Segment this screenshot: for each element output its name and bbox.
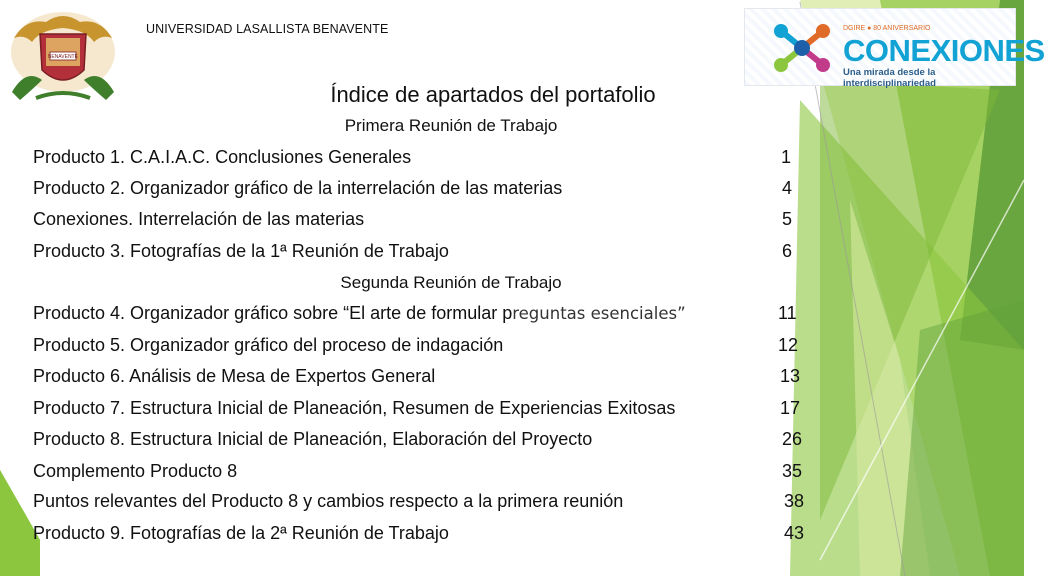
entry-page-number: 17 [780,398,801,418]
logo-tagline: Una mirada desde la interdisciplinariedad [843,67,936,89]
svg-text:BENAVENTE: BENAVENTE [48,54,78,60]
page-title: Índice de apartados del portafolio [330,82,656,107]
entry-page-number: 12 [778,335,799,355]
entry-page-number: 1 [781,147,792,167]
entry-label-suffix: reguntas esenciales” [512,304,686,323]
index-entry: Complemento Producto 8 [33,461,238,481]
university-name: UNIVERSIDAD LASALLISTA BENAVENTE [146,22,389,36]
entry-label-prefix: Producto 4. Organizador gráfico sobre “El arte de formular p [33,303,513,323]
index-entry: Producto 6. Análisis de Mesa de Expertos General [33,366,436,386]
index-entry: Producto 5. Organizador gráfico del proceso de indagación [33,335,504,355]
entry-page-number: 13 [780,366,801,386]
entry-page-number: 26 [782,429,803,449]
entry-page-number: 6 [782,241,793,261]
entry-page-number: 38 [784,491,805,511]
index-entry: Conexiones. Interrelación de las materias [33,209,365,229]
entry-page-number: 4 [782,178,793,198]
entry-page-number: 5 [782,209,793,229]
entry-page-number: 43 [784,523,805,543]
index-entry [33,303,686,324]
conexiones-logo [744,8,1045,89]
molecule-icon [767,17,837,79]
logo-badge: DGIRE ● 80 ANIVERSARIO [843,25,931,32]
logo-brand: CONEXIONES [843,33,1045,68]
index-entry: Producto 2. Organizador gráfico de la interrelación de las materias [33,178,563,198]
index-entry: Producto 3. Fotografías de la 1ª Reunión de Trabajo [33,241,449,261]
section-heading-second: Segunda Reunión de Trabajo [340,273,562,292]
index-entry: Puntos relevantes del Producto 8 y cambios respecto a la primera reunión [33,491,624,511]
entry-page-number: 35 [782,461,803,481]
index-entry: Producto 7. Estructura Inicial de Planeación, Resumen de Experiencias Exitosas [33,398,676,418]
section-heading-first: Primera Reunión de Trabajo [344,116,558,135]
index-entry: Producto 8. Estructura Inicial de Planeación, Elaboración del Proyecto [33,429,593,449]
index-entry: Producto 9. Fotografías de la 2ª Reunión de Trabajo [33,523,449,543]
entry-page-number: 11 [778,303,797,323]
index-entry: Producto 1. C.A.I.A.C. Conclusiones Generales [33,147,412,167]
